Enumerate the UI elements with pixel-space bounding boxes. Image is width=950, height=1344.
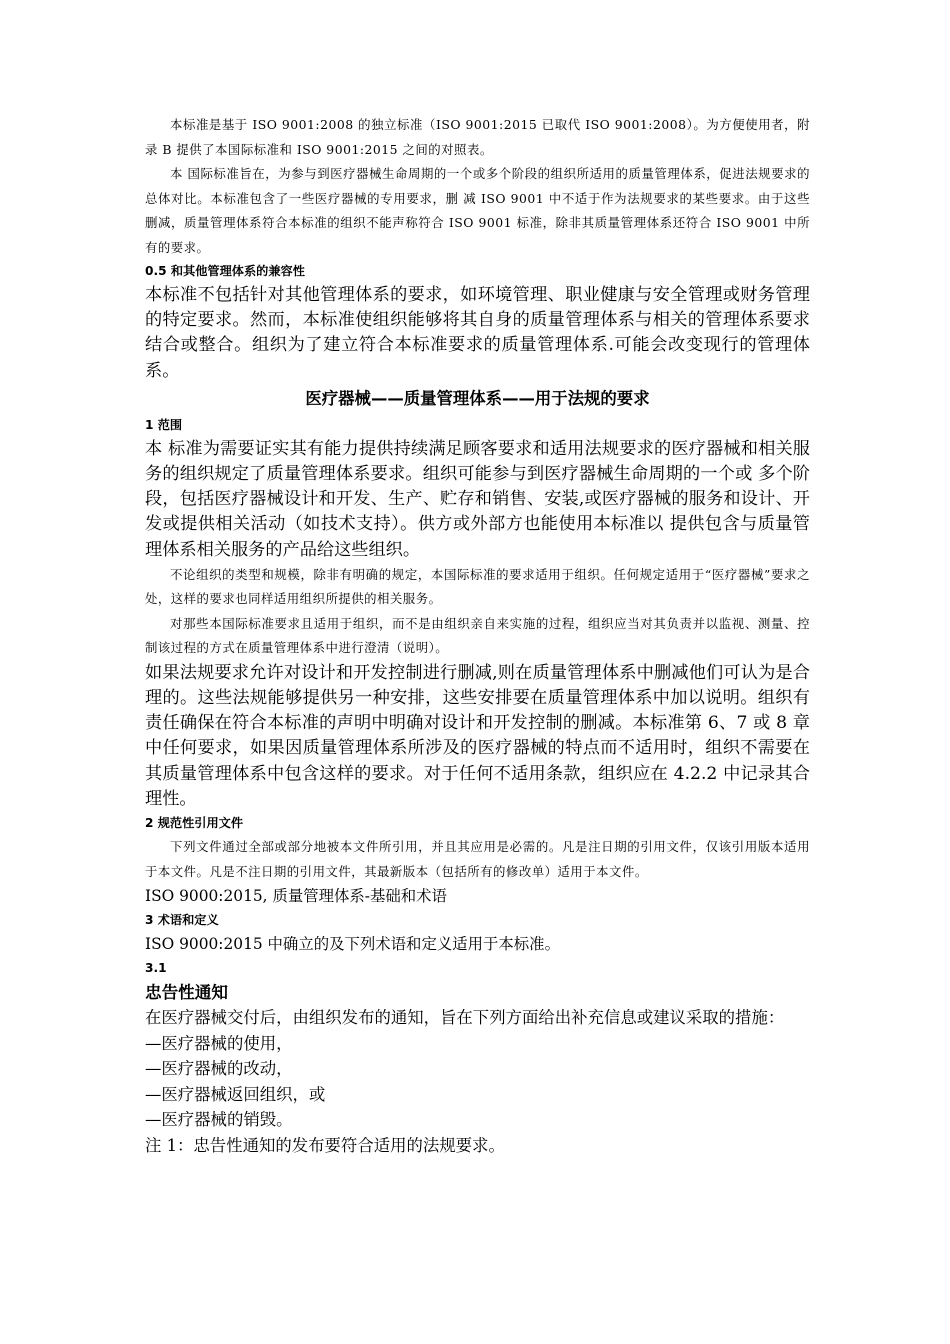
normative-reference-item: ISO 9000:2015, 质量管理体系-基础和术语 — [145, 887, 447, 906]
term-definition: 在医疗器械交付后，由组织发布的通知，旨在下列方面给出补充信息或建议采取的措施： — [145, 1008, 785, 1028]
list-item: —医疗器械的改动， — [145, 1059, 293, 1079]
intro-paragraph-1: 本标准是基于 ISO 9001:2008 的独立标准（ISO 9001:2015 已取代 ISO 9001:2008）。为方便使用者，附录 B 提供了本国际标准和 ISO 9001:2015 之间的对照表。 — [145, 117, 810, 157]
list-item: —医疗器械的使用， — [145, 1033, 293, 1053]
scope-paragraph-4: 如果法规要求允许对设计和开发控制进行删减,则在质量管理体系中删减他们可认为是合理的。这些法规能够提供另一种安排，这些安排要在质量管理体系中加以说明。组织有责任确保在符合本标准的声明中明确对设计和开发控制的删减。本标准第 6、7 或 8 章中任何要求，如果因质量管理体系所涉及的医疗器械的特点而不适用时，组织不需要在其质量管理体系中包含这样的要求。对于任何不适用条款，组织应在 4.2.2 中记录其合理性。 — [145, 662, 810, 809]
terms-intro-paragraph: ISO 9000:2015 中确立的及下列术语和定义适用于本标准。 — [145, 935, 560, 954]
scope-paragraph-2: 不论组织的类型和规模，除非有明确的规定，本国际标准的要求适用于组织。任何规定适用于“医疗器械”要求之处，这样的要求也同样适用组织所提供的相关服务。 — [145, 566, 810, 607]
section-3-heading: 3 术语和定义 — [145, 913, 219, 928]
scope-paragraph-3: 对那些本国际标准要求且适用于组织，而不是由组织亲自来实施的过程，组织应当对其负责并以监视、测量、控制该过程的方式在质量管理体系中进行澄清（说明）。 — [145, 615, 810, 656]
scope-paragraph-1: 本 标准为需要证实其有能力提供持续满足顾客要求和适用法规要求的医疗器械和相关服务的组织规定了质量管理体系要求。组织可能参与到医疗器械生命周期的一个或 多个阶段，包括医疗器械设计和开发、生产、贮存和销售、安装,或医疗器械的服务和设计、开发或提供相关活动（如技术支持）。供方或外部方也能使用本标准以 提供包含与质量管理体系相关服务的产品给这些组织。 — [145, 438, 810, 560]
term-title: 忠告性通知 — [145, 983, 228, 1003]
section-0-5-paragraph: 本标准不包括针对其他管理体系的要求，如环境管理、职业健康与安全管理或财务管理的特定要求。然而，本标准使组织能够将其自身的质量管理体系与相关的管理体系要求结合或整合。组织为了建立符合本标准要求的质量管理体系.可能会改变现行的管理体系。 — [145, 285, 810, 381]
section-2-heading: 2 规范性引用文件 — [145, 816, 244, 831]
document-page — [145, 113, 810, 1158]
term-number: 3.1 — [145, 961, 167, 976]
normative-references-paragraph: 下列文件通过全部或部分地被本文件所引用，并且其应用是必需的。凡是注日期的引用文件，仅该引用版本适用于本文件。凡是不注日期的引用文件，其最新版本（包括所有的修改单）适用于本文件。 — [145, 839, 810, 879]
section-0-5-heading: 0.5 和其他管理体系的兼容性 — [145, 264, 305, 278]
intro-paragraph-2: 本 国际标准旨在，为参与到医疗器械生命周期的一个或多个阶段的组织所适用的质量管理体系，促进法规要求的总体对比。本标准包含了一些医疗器械的专用要求，删 减 ISO 9001 中不适于作为法规要求的某些要求。由于这些删减，质量管理体系符合本标准的组织不能声称符合 ISO 9001 标准，除非其质量管理体系还符合 ISO 9001 中所有的要求。 — [145, 166, 810, 255]
list-item: —医疗器械返回组织，或 — [145, 1084, 326, 1104]
document-title: 医疗器械——质量管理体系——用于法规的要求 — [305, 388, 650, 408]
list-item: —医疗器械的销毁。 — [145, 1110, 293, 1130]
term-note: 注 1：忠告性通知的发布要符合适用的法规要求。 — [145, 1135, 505, 1155]
section-1-heading: 1 范围 — [145, 417, 183, 432]
